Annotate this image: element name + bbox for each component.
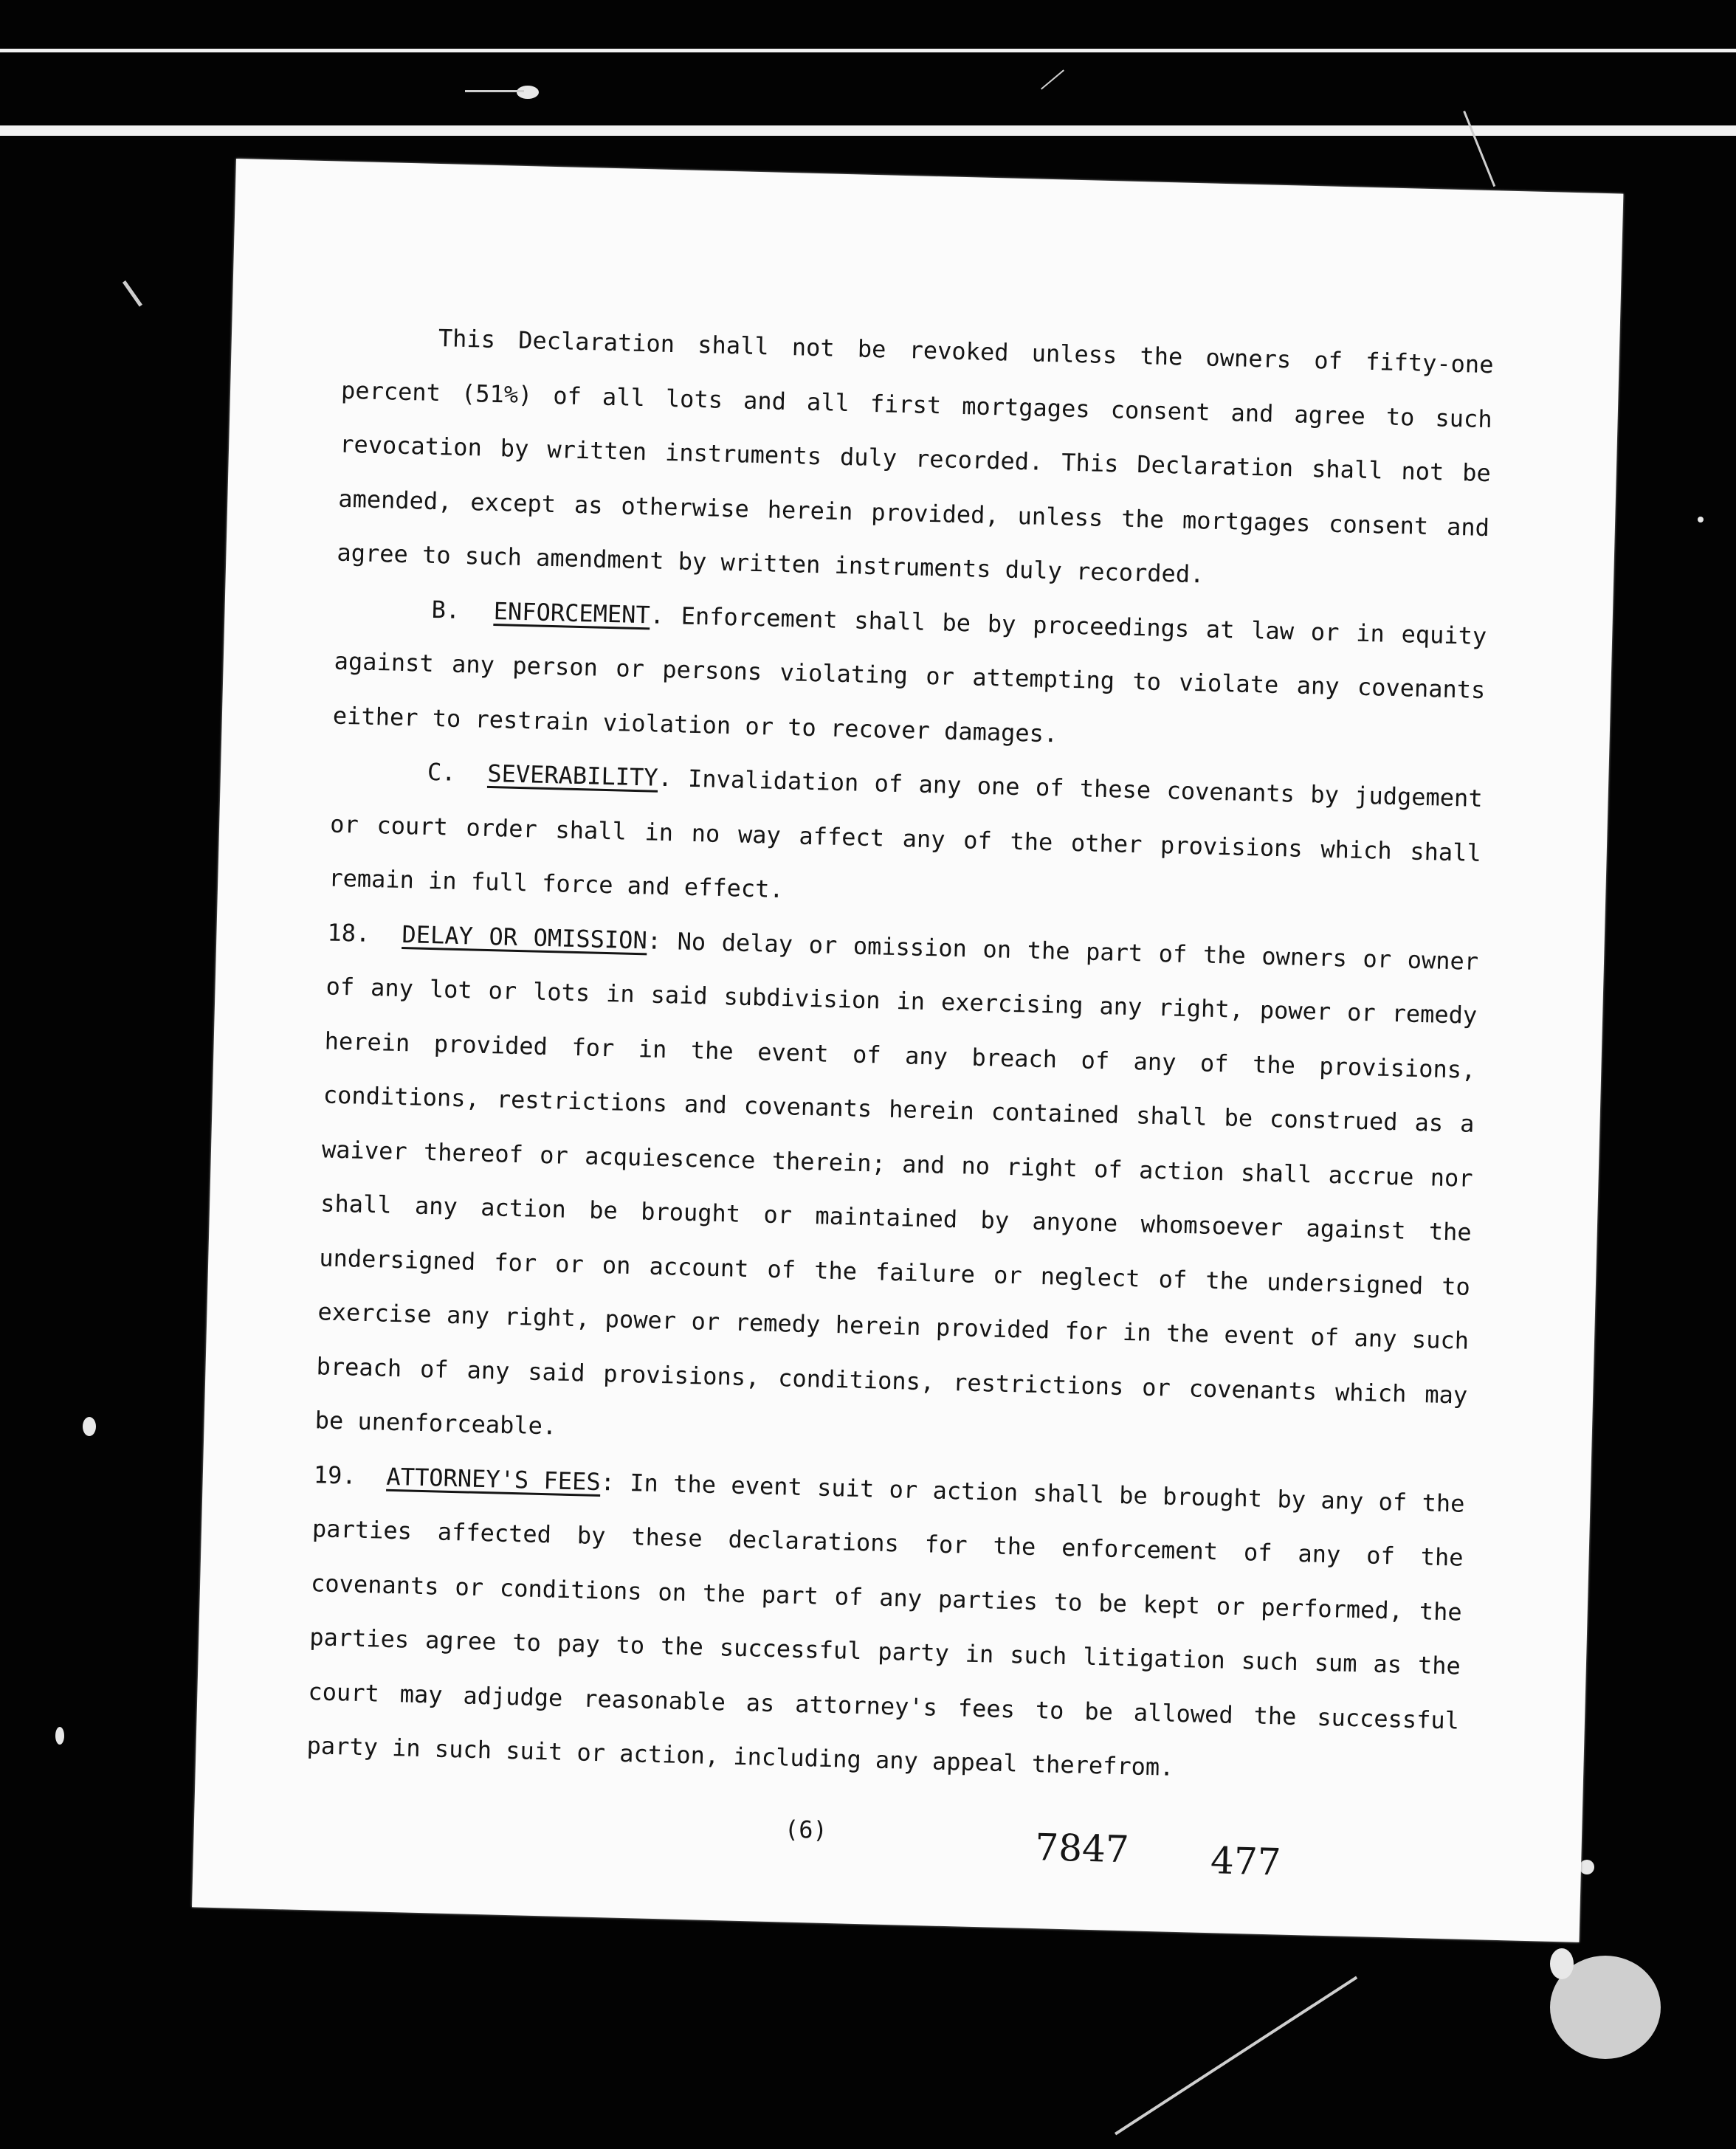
section-letter: B.	[431, 595, 461, 624]
scan-speck	[1550, 1948, 1574, 1979]
scan-speck	[1698, 517, 1704, 522]
top-rule	[0, 49, 1736, 52]
section-text: . Invalidation of any one of these covenants by judgement or court order shall in no way affect any of the other provisions which shall remain in full force and effect.	[328, 763, 1484, 904]
section-letter: C.	[427, 757, 457, 787]
severability-paragraph	[328, 743, 1483, 935]
section-heading: SEVERABILITY	[486, 759, 658, 792]
section-text: . Enforcement shall be by proceedings at law or in equity against any person or persons violating or attempting to violate any covenants either to restrain violation or to recover damages.	[332, 600, 1487, 748]
delay-paragraph	[314, 906, 1479, 1477]
section-heading: DELAY OR OMISSION	[402, 920, 648, 954]
page-reference: 477	[1210, 1839, 1282, 1884]
fees-paragraph	[306, 1448, 1466, 1802]
section-heading: ATTORNEY'S FEES	[386, 1462, 602, 1496]
scan-scratch	[123, 280, 142, 307]
enforcement-paragraph	[332, 580, 1487, 772]
scan-scratch	[1041, 69, 1064, 89]
scan-speck	[55, 1727, 64, 1745]
scan-speck	[1580, 1860, 1594, 1874]
section-number: 19.	[313, 1460, 357, 1490]
scan-speck	[517, 86, 539, 99]
page-footer	[195, 1800, 1582, 1884]
document-body	[306, 309, 1495, 1802]
revocation-paragraph: This Declaration shall not be revoked unless the owners of fifty-one percent (51%) of all lots and all first mortgages consent and agree to such revocation by written instruments duly recorded. This Declaration shall not be amended, except as otherwise herein provided, unless the mortgages consent and agree to such amendment by written instruments duly recorded.	[337, 324, 1494, 589]
scan-scratch	[1115, 1976, 1357, 2136]
section-text: : No delay or omission on the part of the owners or owner of any lot or lots in said subdivision in exercising any right, power or remedy herein provided for in the event of any breach of any of the provisions, conditions, restrictions and covenants herein contained shall be construed as a waiver thereof or acquiescence therein; and no right of action shall accrue nor shall any action be brought or maintained by anyone whomsoever against the undersigned for or on account of the failure or neglect of the undersigned to exercise any right, power or remedy herein provided for in the event of any such breach of any said provisions, conditions, restrictions or covenants which may be unenforceable.	[314, 925, 1479, 1441]
scan-scratch	[465, 90, 524, 92]
scan-scratch	[1463, 111, 1495, 187]
section-heading: ENFORCEMENT	[493, 596, 651, 629]
page-number: (6)	[784, 1815, 828, 1844]
book-number: 7847	[1034, 1826, 1130, 1872]
document-page	[192, 159, 1623, 1942]
scan-speck	[83, 1417, 96, 1436]
section-number: 18.	[327, 917, 371, 948]
top-rule-thick	[0, 125, 1736, 136]
section-text: : In the event suit or action shall be brought by any of the parties affected by these declarations for the enforcement of any of the covenants or conditions on the part of any parties to be kept or performed, the parties agree to pay to the successful party in such litigation such sum as the court may adjudge reasonable as attorney's fees to be allowed the successful party in such suit or action, including any appeal therefrom.	[306, 1467, 1465, 1781]
